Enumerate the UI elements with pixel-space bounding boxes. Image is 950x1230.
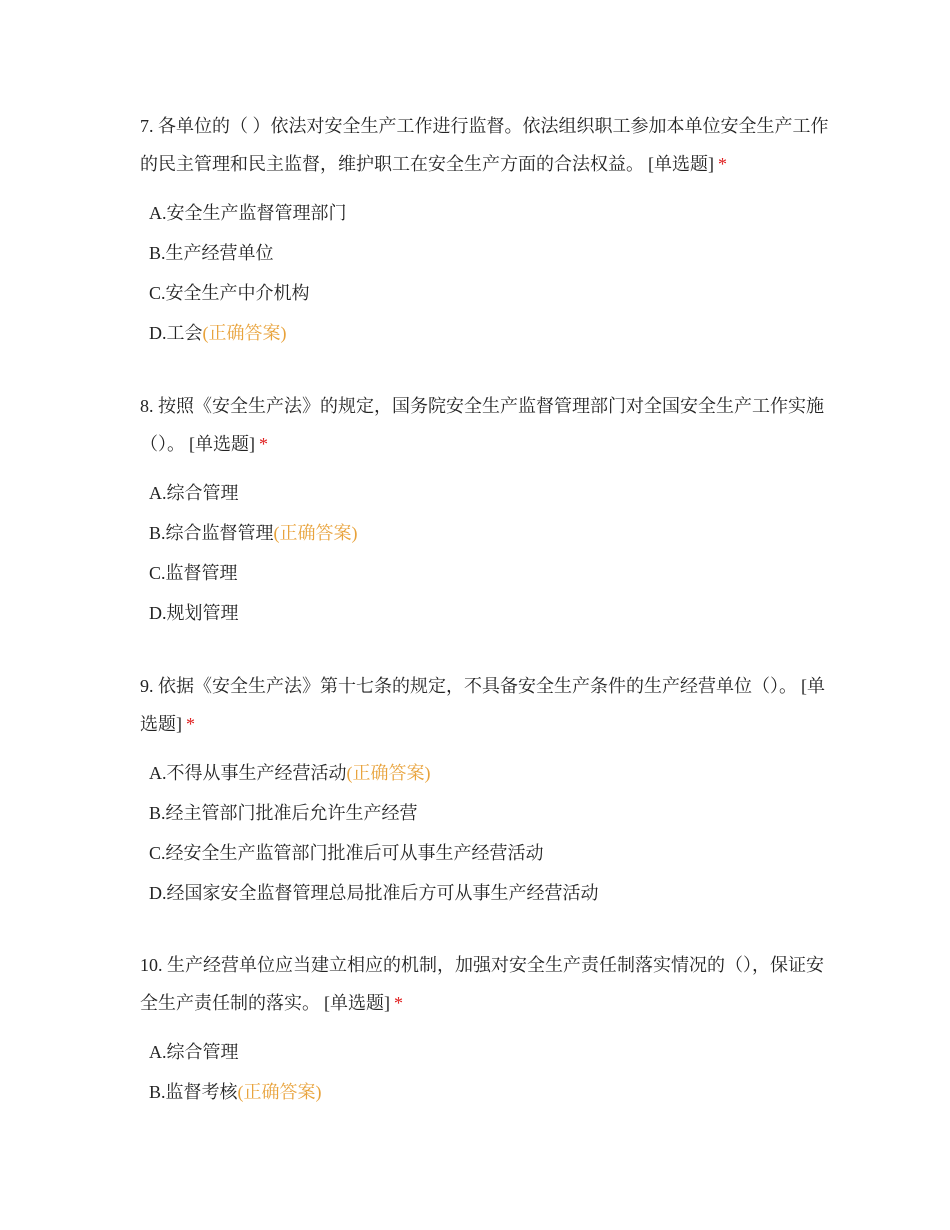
- option-text: A.综合管理: [149, 1042, 239, 1062]
- question-8: [140, 387, 830, 633]
- question-9: [140, 667, 830, 913]
- option-text: B.监督考核: [149, 1082, 238, 1102]
- question-type: [单选题]: [140, 676, 825, 734]
- correct-answer-marker: (正确答案): [202, 323, 287, 343]
- option-a: [140, 753, 830, 793]
- correct-answer-marker: (正确答案): [346, 763, 431, 783]
- question-title: [140, 107, 830, 183]
- required-marker: *: [394, 993, 403, 1013]
- question-type: [单选题]: [648, 154, 714, 174]
- required-marker: *: [259, 434, 268, 454]
- option-text: C.监督管理: [149, 563, 238, 583]
- option-text: A.不得从事生产经营活动: [149, 763, 347, 783]
- option-list: [140, 193, 830, 353]
- option-text: C.经安全生产监管部门批准后可从事生产经营活动: [149, 843, 544, 863]
- option-b: [140, 793, 830, 833]
- option-a: [140, 1032, 830, 1072]
- question-text: 7. 各单位的（ ）依法对安全生产工作进行监督。依法组织职工参加本单位安全生产工作的民主管理和民主监督，维护职工在安全生产方面的合法权益。: [140, 116, 829, 174]
- question-7: [140, 107, 830, 353]
- option-text: B.经主管部门批准后允许生产经营: [149, 803, 418, 823]
- question-title: [140, 387, 830, 463]
- option-d: [140, 313, 830, 353]
- option-c: [140, 553, 830, 593]
- question-text: 9. 依据《安全生产法》第十七条的规定，不具备安全生产条件的生产经营单位（）。: [140, 676, 797, 696]
- required-marker: *: [186, 714, 195, 734]
- option-list: [140, 753, 830, 913]
- required-marker: *: [718, 154, 727, 174]
- option-list: [140, 1032, 830, 1112]
- option-text: B.综合监督管理: [149, 523, 274, 543]
- option-b: [140, 1072, 830, 1112]
- question-text: 8. 按照《安全生产法》的规定，国务院安全生产监督管理部门对全国安全生产工作实施（）。: [140, 396, 824, 454]
- question-title: [140, 667, 830, 743]
- option-text: A.综合管理: [149, 483, 239, 503]
- question-type: [单选题]: [189, 434, 255, 454]
- option-text: C.安全生产中介机构: [149, 283, 310, 303]
- option-c: [140, 273, 830, 313]
- option-text: D.工会: [149, 323, 203, 343]
- option-text: D.规划管理: [149, 603, 239, 623]
- option-d: [140, 873, 830, 913]
- option-b: [140, 513, 830, 553]
- option-a: [140, 193, 830, 233]
- question-10: [140, 946, 830, 1112]
- option-text: A.安全生产监督管理部门: [149, 203, 347, 223]
- option-b: [140, 233, 830, 273]
- option-text: D.经国家安全监督管理总局批准后方可从事生产经营活动: [149, 883, 599, 903]
- question-title: [140, 946, 830, 1022]
- option-a: [140, 473, 830, 513]
- question-text: 10. 生产经营单位应当建立相应的机制，加强对安全生产责任制落实情况的（），保证安全生产责任制的落实。: [140, 955, 824, 1013]
- option-c: [140, 833, 830, 873]
- correct-answer-marker: (正确答案): [273, 523, 358, 543]
- question-type: [单选题]: [324, 993, 390, 1013]
- option-d: [140, 593, 830, 633]
- option-text: B.生产经营单位: [149, 243, 274, 263]
- correct-answer-marker: (正确答案): [237, 1082, 322, 1102]
- option-list: [140, 473, 830, 633]
